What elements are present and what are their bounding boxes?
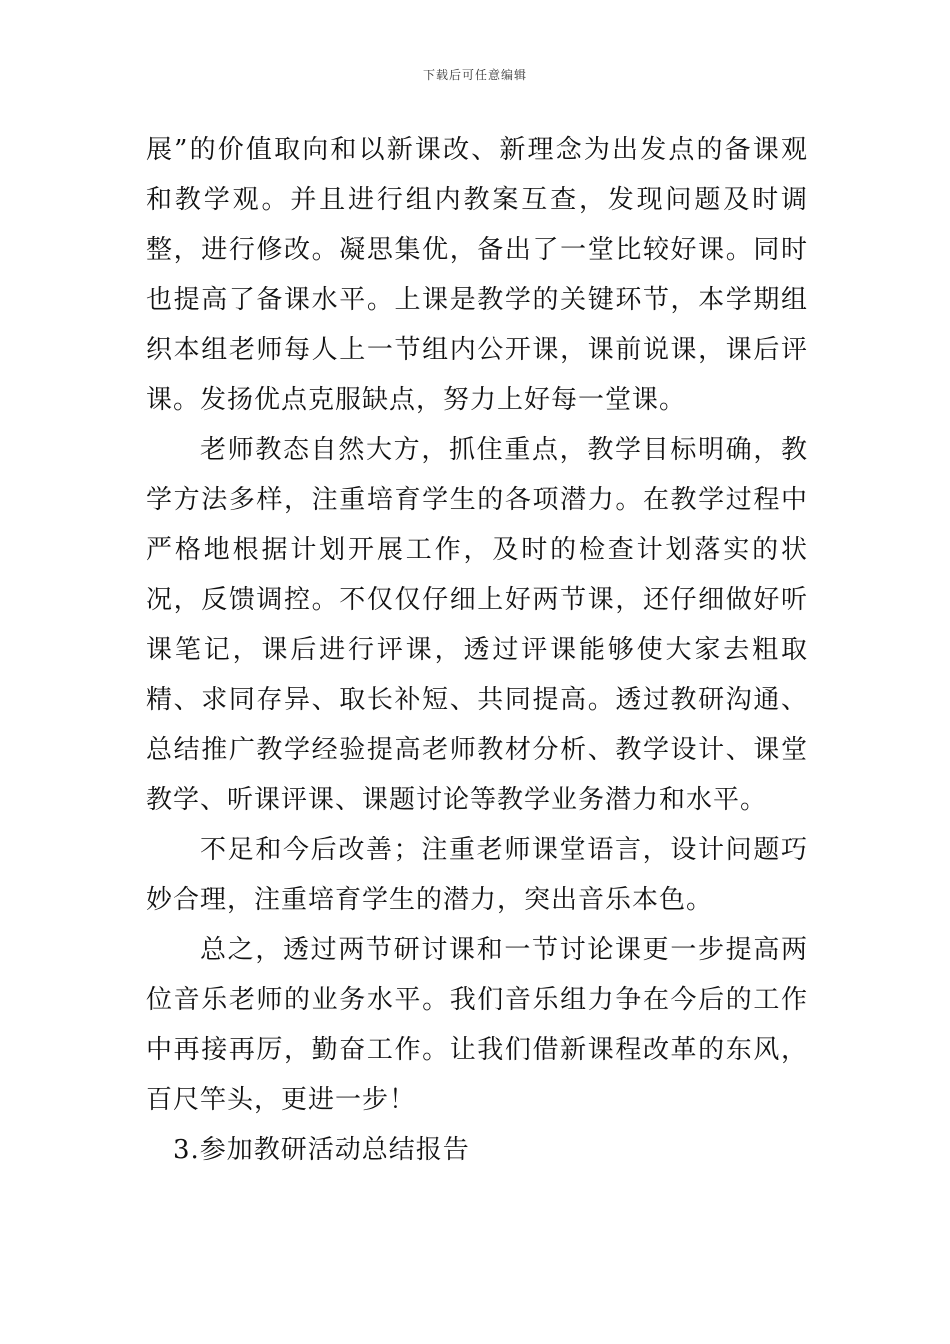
paragraph-continued: 展”的价值取向和以新课改、新理念为出发点的备课观和教学观。并且进行组内教案互查，发现问题及时调整，进行修改。凝思集优，备出了一堂比较好课。同时也提高了备课水平。上课是教学的关键环节，本学期组织本组老师每人上一节组内公开课，课前说课，课后评课。发扬优点克服缺点，努力上好每一堂课。 bbox=[146, 135, 808, 415]
paragraph-improvements: 不足和今后改善；注重老师课堂语言，设计问题巧妙合理，注重培育学生的潜力，突出音乐本色。 bbox=[146, 835, 808, 915]
paragraph-conclusion: 总之，透过两节研讨课和一节讨论课更一步提高两位音乐老师的业务水平。我们音乐组力争在今后的工作中再接再厉，勤奋工作。让我们借新课程改革的东风，百尺竿头，更进一步！ bbox=[146, 935, 808, 1115]
section-heading: 3.参加教研活动总结报告 bbox=[173, 1135, 470, 1165]
page-header-note: 下载后可任意编辑 bbox=[422, 68, 527, 82]
document-body bbox=[146, 125, 808, 1175]
paragraph-teacher-demeanor: 老师教态自然大方，抓住重点，教学目标明确，教学方法多样，注重培育学生的各项潜力。在教学过程中严格地根据计划开展工作，及时的检查计划落实的状况，反馈调控。不仅仅仔细上好两节课，还仔细做好听课笔记，课后进行评课，透过评课能够使大家去粗取精、求同存异、取长补短、共同提高。透过教研沟通、总结推广教学经验提高老师教材分析、教学设计、课堂教学、听课评课、课题讨论等教学业务潜力和水平。 bbox=[146, 435, 808, 815]
